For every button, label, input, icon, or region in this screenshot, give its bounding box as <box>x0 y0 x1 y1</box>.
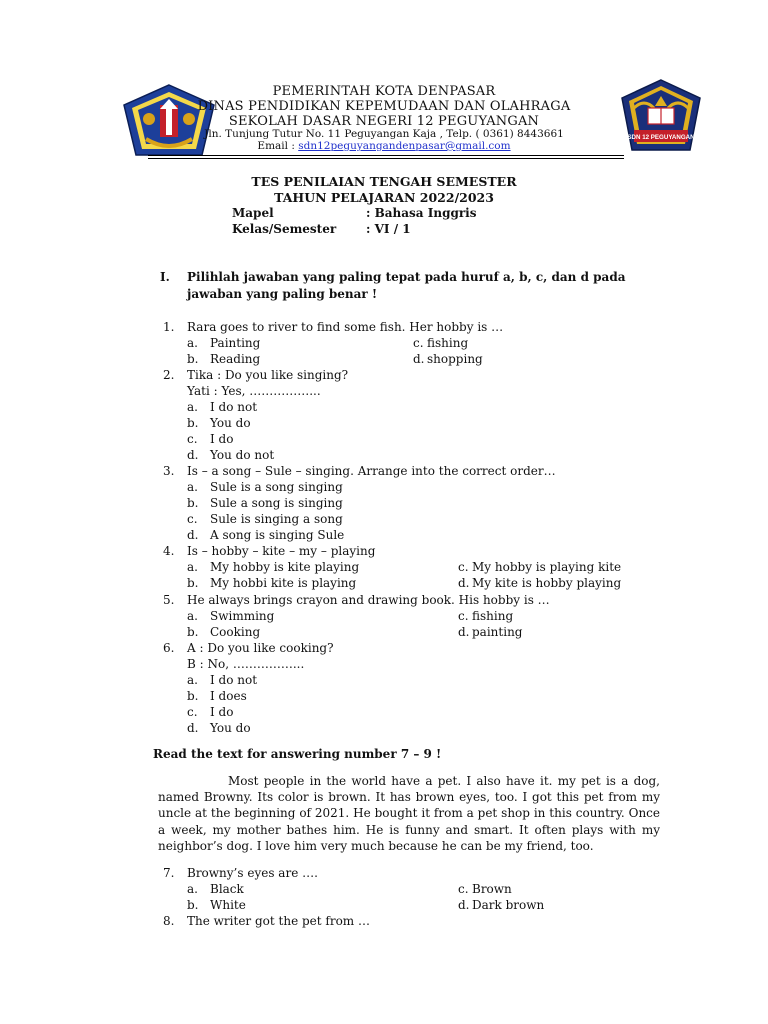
option-letter: d. <box>458 898 470 912</box>
option-letter: b. <box>187 352 199 366</box>
option-text: I do <box>210 432 234 446</box>
letterhead-line-1: PEMERINTAH KOTA DENPASAR <box>272 84 496 99</box>
option-text: You do not <box>210 448 275 462</box>
option-text: Brown <box>472 882 512 896</box>
option-letter: b. <box>187 625 199 639</box>
class-value: : VI / 1 <box>366 222 411 236</box>
section-instruction-line-2: jawaban yang paling benar ! <box>187 287 378 301</box>
question-text: Browny’s eyes are …. <box>187 866 318 880</box>
option-letter: c. <box>413 336 424 350</box>
option-letter: a. <box>187 560 198 574</box>
option-text: Black <box>210 882 244 896</box>
option-text: My hobbi kite is playing <box>210 576 357 590</box>
question-text: Tika : Do you like singing? <box>187 368 349 382</box>
option-text: Dark brown <box>472 898 545 912</box>
option-letter: d. <box>187 448 199 462</box>
question-number: 6. <box>163 641 175 655</box>
question-number: 4. <box>163 544 175 558</box>
option-letter: b. <box>187 898 199 912</box>
question-number: 3. <box>163 464 175 478</box>
option-letter: a. <box>187 673 198 687</box>
option-text: I do not <box>210 673 258 687</box>
option-text: Sule a song is singing <box>210 496 343 510</box>
class-label: Kelas/Semester <box>232 222 337 236</box>
question-text: Rara goes to river to find some fish. Her hobby is … <box>187 320 504 334</box>
question-number: 1. <box>163 320 175 334</box>
option-letter: a. <box>187 480 198 494</box>
question-text: Yati : Yes, ……………... <box>187 384 321 398</box>
option-letter: b. <box>187 689 199 703</box>
email-label: Email : <box>257 140 299 152</box>
exam-year: TAHUN PELAJARAN 2022/2023 <box>274 190 494 205</box>
question-text: A : Do you like cooking? <box>187 641 334 655</box>
question-text: B : No, ……………... <box>187 657 305 671</box>
option-letter: a. <box>187 400 198 414</box>
option-text: Sule is singing a song <box>210 512 343 526</box>
option-letter: d. <box>187 721 199 735</box>
option-text: fishing <box>427 336 469 350</box>
subject-value: : Bahasa Inggris <box>366 206 477 220</box>
question-number: 8. <box>163 914 175 928</box>
option-text: You do <box>210 721 251 735</box>
option-letter: a. <box>187 609 198 623</box>
option-letter: d. <box>458 576 470 590</box>
email-link[interactable]: sdn12peguyangandenpasar@gmail.com <box>298 140 511 152</box>
option-text: You do <box>210 416 251 430</box>
exam-title: TES PENILAIAN TENGAH SEMESTER <box>251 174 517 189</box>
option-text: Cooking <box>210 625 261 639</box>
option-text: I do not <box>210 400 258 414</box>
option-letter: d. <box>458 625 470 639</box>
question-text: Is – hobby – kite – my – playing <box>187 544 376 558</box>
reading-instruction: Read the text for answering number 7 – 9 ! <box>153 747 442 761</box>
school-emblem-text: SDN 12 PEGUYANGAN <box>627 134 695 141</box>
question-text: He always brings crayon and drawing book. His hobby is … <box>187 593 550 607</box>
option-letter: d. <box>413 352 425 366</box>
option-letter: c. <box>458 882 469 896</box>
reading-passage-text: Most people in the world have a pet. I also have it. my pet is a dog, named Browny. Its color is brown. It has brown eyes, too. I got this pet from my uncle at the beginning of 2021. He bought it from a pet shop in this country. Once a week, my mother bathes him. He is funny and smart. It often plays with my neighbor’s dog. I love him very much because he can be my friend, too. <box>158 774 660 853</box>
option-text: My hobby is playing kite <box>472 560 622 574</box>
section-instruction-line-1: Pilihlah jawaban yang paling tepat pada huruf a, b, c, dan d pada <box>187 270 626 284</box>
option-text: Reading <box>210 352 261 366</box>
option-text: White <box>210 898 246 912</box>
option-text: painting <box>472 625 523 639</box>
letterhead-divider <box>148 155 624 156</box>
option-letter: b. <box>187 416 199 430</box>
subject-label: Mapel <box>232 206 274 220</box>
letterhead-address: Jln. Tunjung Tutur No. 11 Peguyangan Kaja , Telp. ( 0361) 8443661 <box>204 128 564 140</box>
option-text: I does <box>210 689 247 703</box>
option-letter: a. <box>187 336 198 350</box>
option-text: Swimming <box>210 609 275 623</box>
question-text: Is – a song – Sule – singing. Arrange into the correct order… <box>187 464 556 478</box>
question-number: 7. <box>163 866 175 880</box>
reading-passage <box>158 773 660 854</box>
letterhead-line-2: DINAS PENDIDIKAN KEPEMUDAAN DAN OLAHRAGA <box>197 99 571 114</box>
option-letter: c. <box>187 705 198 719</box>
option-letter: a. <box>187 882 198 896</box>
section-numeral: I. <box>160 270 170 284</box>
letterhead-line-3: SEKOLAH DASAR NEGERI 12 PEGUYANGAN <box>228 114 540 129</box>
option-text: Painting <box>210 336 261 350</box>
option-letter: c. <box>187 432 198 446</box>
letterhead-divider-thin <box>148 158 624 159</box>
option-letter: c. <box>458 609 469 623</box>
question-text: The writer got the pet from … <box>187 914 370 928</box>
question-number: 2. <box>163 368 175 382</box>
letterhead-email-line <box>0 140 768 152</box>
option-letter: b. <box>187 576 199 590</box>
option-letter: c. <box>187 512 198 526</box>
option-text: shopping <box>427 352 483 366</box>
question-number: 5. <box>163 593 175 607</box>
option-letter: b. <box>187 496 199 510</box>
option-letter: d. <box>187 528 199 542</box>
option-text: A song is singing Sule <box>210 528 345 542</box>
option-letter: c. <box>458 560 469 574</box>
option-text: My hobby is kite playing <box>210 560 360 574</box>
option-text: I do <box>210 705 234 719</box>
option-text: My kite is hobby playing <box>472 576 622 590</box>
option-text: Sule is a song singing <box>210 480 343 494</box>
option-text: fishing <box>472 609 514 623</box>
